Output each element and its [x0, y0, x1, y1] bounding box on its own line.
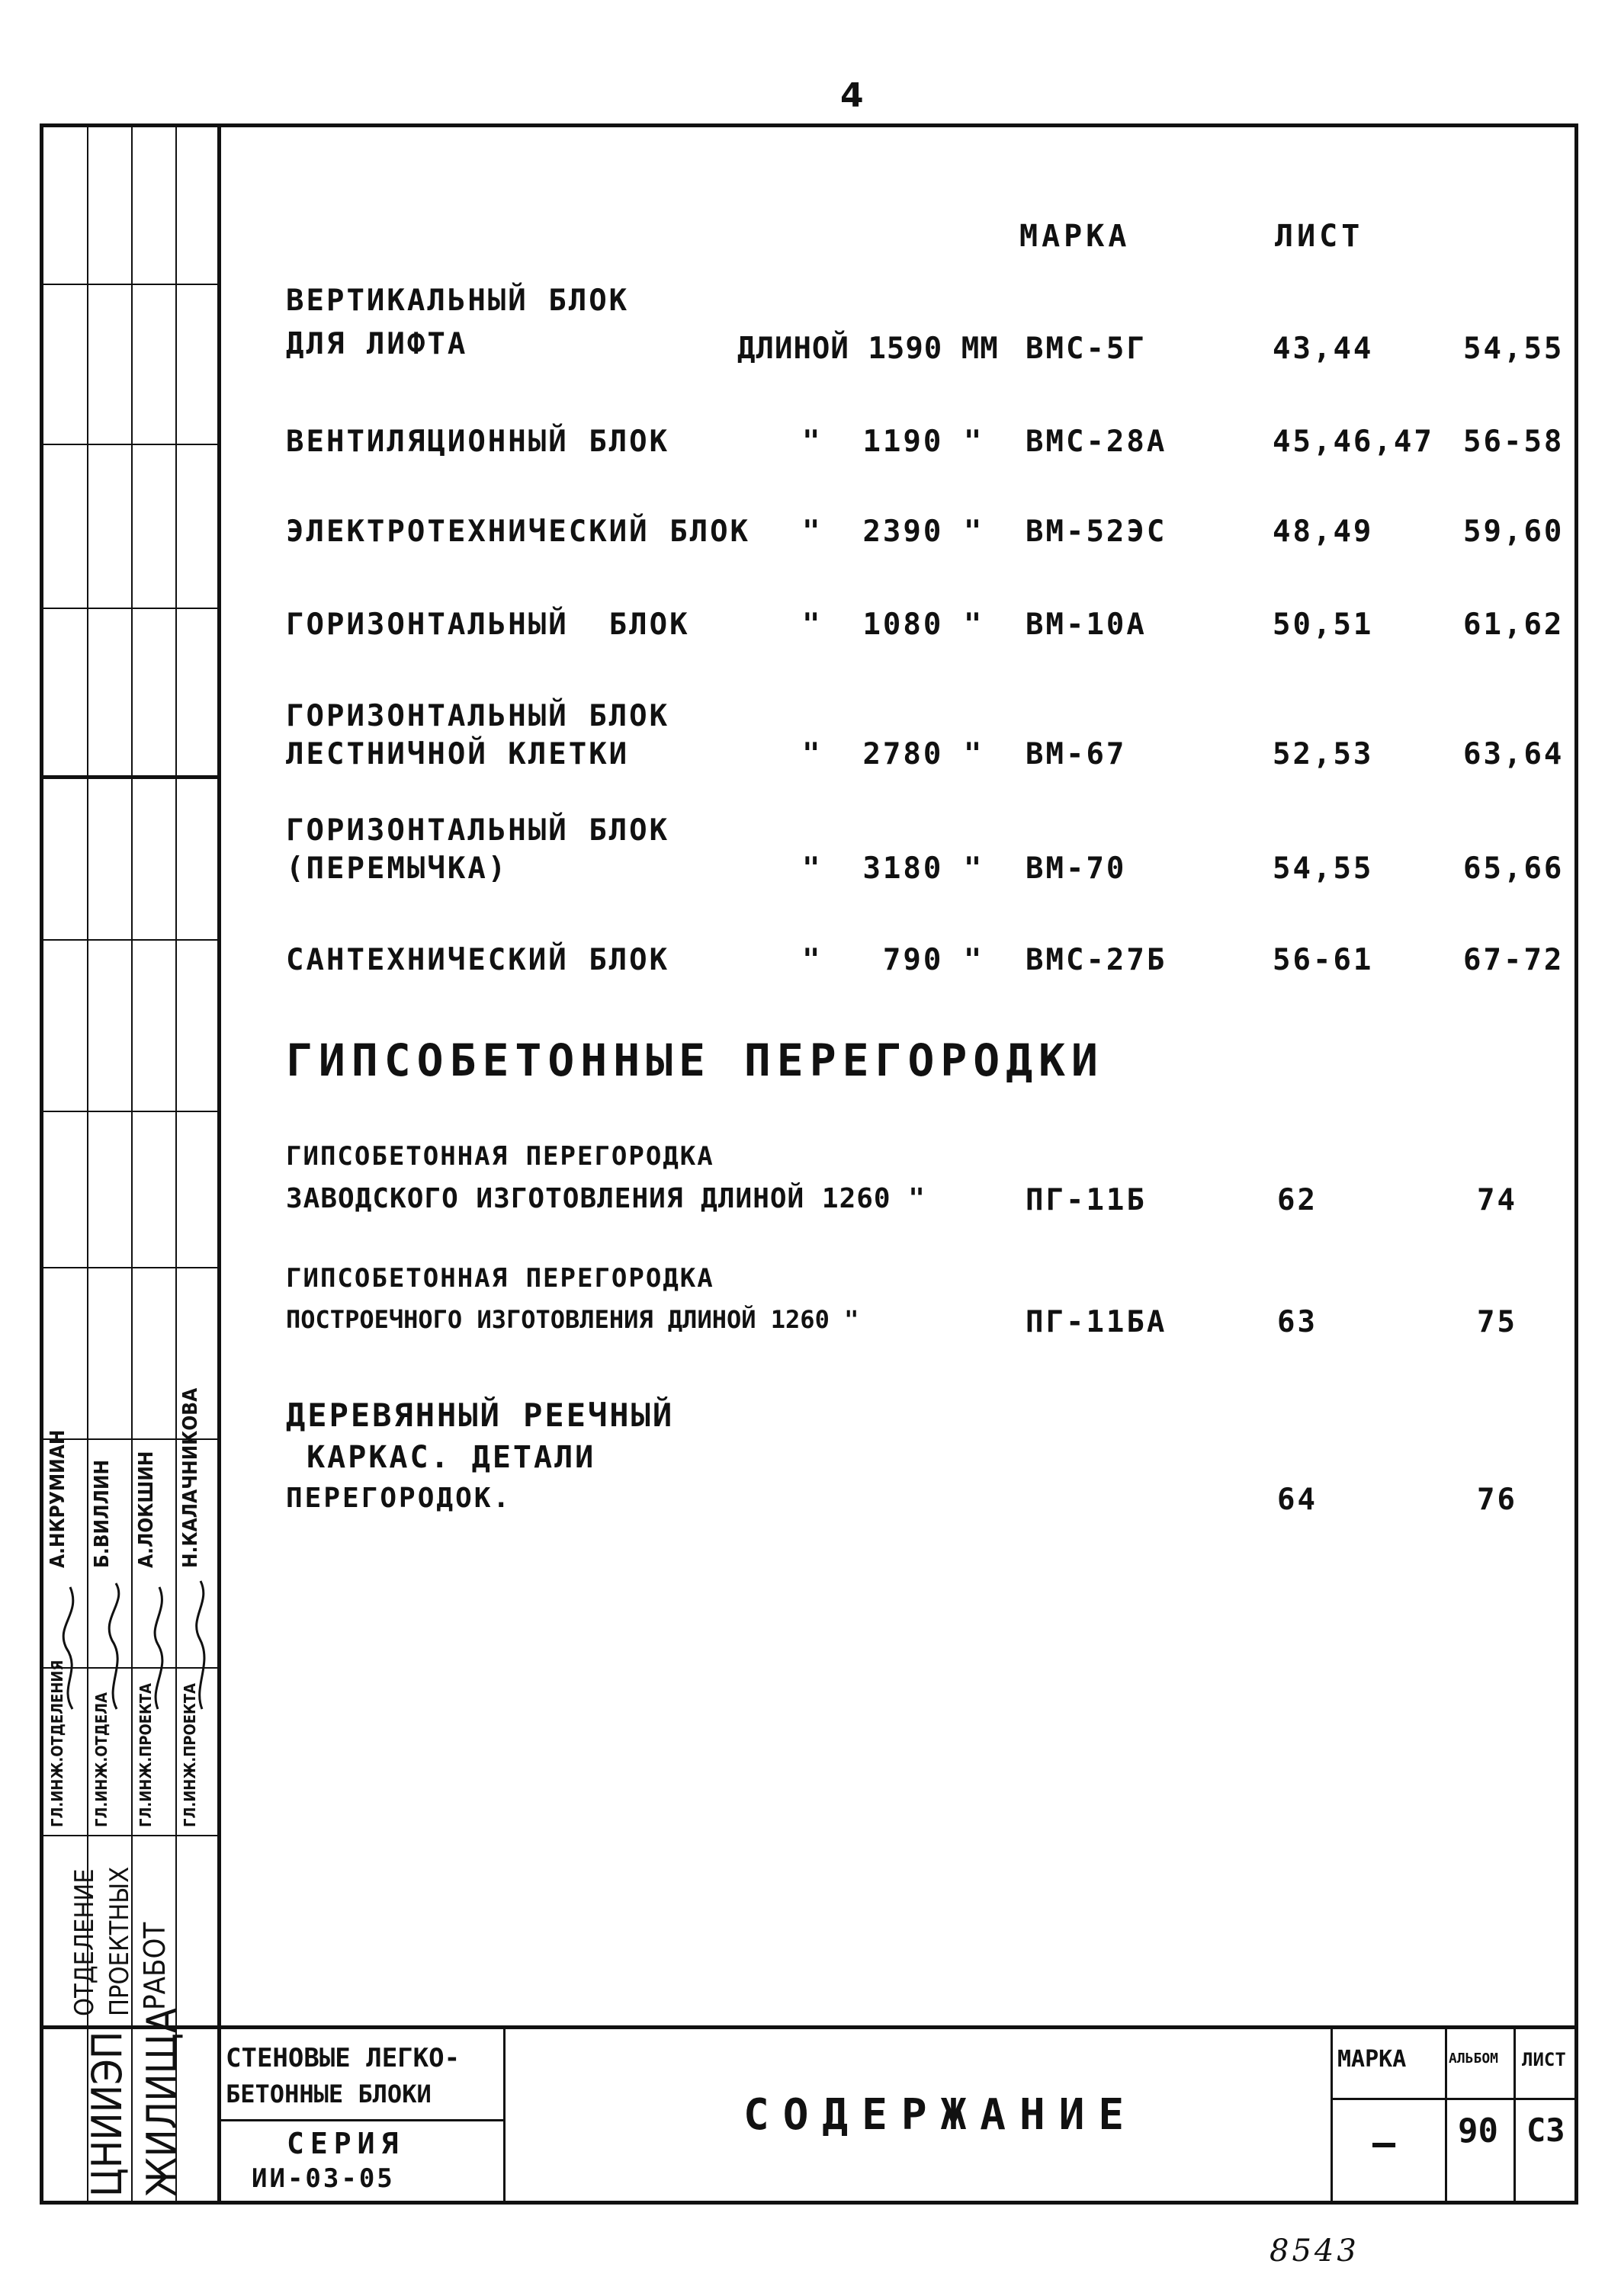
series-value: ИИ-03-05: [252, 2163, 395, 2194]
org-main: ЦНИИЭП: [83, 2031, 131, 2197]
drawing-frame: А.НКРУМИАН Б.ВИЛЛИН А.ЛОКШИН Н.КАЛАЧНИКОВА ГЛ.ИНЖ.ОТДЕЛЕНИЯ ГЛ.ИНЖ.ОТДЕЛА ГЛ.ИНЖ.ПРОЕКТА ГЛ.ИНЖ.ПРОЕКТА ОТДЕЛЕНИЕ ПРОЕКТНЫХ РАБОТ ЦНИИЭП ЖИЛИЩА МАРКА ЛИСТ ВЕРТИКАЛЬНЫЙ БЛОК ДЛЯ ЛИФТА ДЛИНОЙ 1590 ММ ВМС-5Г 43,44 54,55 ВЕНТИЛЯЦИОННЫЙ БЛОК " 1190 " ВМС-28А 45,46,47 56-58 ЭЛЕКТРОТЕХНИЧЕСКИЙ БЛОК " 2390 " ВМ-52ЭС 48,49 59,60 ГОРИЗОНТАЛЬНЫЙ БЛОК " 1080 " ВМ-10А 50,51 61,62 ГОРИЗОНТАЛЬНЫЙ БЛОК ЛЕСТНИЧНОЙ КЛЕТКИ " 2780 " ВМ-67 52,53 63,64 ГОРИЗОНТАЛЬНЫЙ БЛОК (ПЕРЕМЫЧКА) " 3180 " ВМ-70 54,55 65,66 САНТЕХНИЧЕСКИЙ БЛОК " 790 " ВМС-27Б 56-61 67-72 ГИПСОБЕТОННЫЕ ПЕРЕГОРОДКИ ГИПСОБЕТОННАЯ ПЕРЕГОРОДКА ЗАВОДСКОГО ИЗГОТОВЛЕНИЯ ДЛИНОЙ 1260 " ПГ-11Б 62 74 ГИПСОБЕТОННАЯ ПЕРЕГОРОДКА ПОСТРОЕЧНОГО ИЗГОТОВЛЕНИЯ ДЛИНОЙ 1260 " ПГ-11БА 63 75 ДЕРЕВЯННЫЙ РЕЕЧНЫЙ КАРКАС. ДЕТАЛИ ПЕРЕГОРОДОК. 64 76 СТЕНОВЫЕ ЛЕГКО- БЕТОННЫЕ БЛОКИ СЕРИЯ ИИ-03-05 СОДЕРЖАНИЕ МАРКА — АЛЬБОМ 90 ЛИСТ С3: [40, 123, 1578, 2205]
name-2: Б.ВИЛЛИН: [91, 1459, 114, 1568]
title-block-line1: СТЕНОВЫЕ ЛЕГКО-: [226, 2043, 461, 2073]
header-marka: МАРКА: [1019, 219, 1131, 254]
marka-label: МАРКА: [1337, 2046, 1407, 2073]
sheet-label: ЛИСТ: [1522, 2049, 1566, 2070]
album-label: АЛЬБОМ: [1449, 2051, 1499, 2067]
page-number: 4: [840, 76, 864, 115]
org-dept-1: ОТДЕЛЕНИЕ: [69, 1868, 100, 2016]
title-block: [221, 2025, 1578, 2205]
album-value: 90: [1458, 2112, 1498, 2150]
series-label: СЕРИЯ: [287, 2127, 405, 2160]
org-dept-2: ПРОЕКТНЫХ: [104, 1866, 135, 2016]
section-title: ГИПСОБЕТОННЫЕ ПЕРЕГОРОДКИ: [286, 1034, 1104, 1086]
name-4: Н.КАЛАЧНИКОВА: [179, 1387, 202, 1568]
footer-number: 8543: [1270, 2233, 1359, 2269]
org-dept-3: РАБОТ: [138, 1922, 172, 2010]
name-3: А.ЛОКШИН: [135, 1451, 158, 1568]
header-list: ЛИСТ: [1275, 219, 1364, 254]
org-main-2: ЖИЛИЩА: [138, 2008, 186, 2197]
title-block-line2: БЕТОННЫЕ БЛОКИ: [226, 2080, 432, 2108]
left-strip: [43, 127, 221, 2201]
role-4: ГЛ.ИНЖ.ПРОЕКТА: [181, 1683, 199, 1827]
role-3: ГЛ.ИНЖ.ПРОЕКТА: [136, 1683, 155, 1827]
role-2: ГЛ.ИНЖ.ОТДЕЛА: [92, 1692, 111, 1827]
role-1: ГЛ.ИНЖ.ОТДЕЛЕНИЯ: [48, 1659, 66, 1827]
name-1: А.НКРУМИАН: [47, 1429, 69, 1568]
sheet-value: С3: [1526, 2112, 1565, 2149]
document-title: СОДЕРЖАНИЕ: [743, 2090, 1138, 2140]
marka-value: —: [1372, 2121, 1396, 2165]
